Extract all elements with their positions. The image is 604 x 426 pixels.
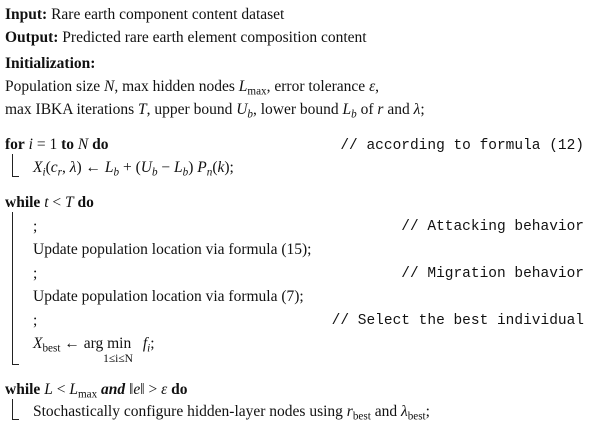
argmin-subscript: 1≤i≤N — [103, 353, 133, 365]
init-heading: Initialization: — [5, 55, 96, 72]
while1-block-bar — [12, 212, 13, 364]
for-comment: // according to formula (12) — [340, 138, 584, 154]
while2-body: Stochastically configure hidden-layer nodes using $r_{best}$ and $\lambda_{best}$; — [33, 403, 430, 423]
input-line — [5, 6, 284, 24]
init-line-2: max IBKA iterations T, upper bound $U_b$, lower bound $L_b$ of r and λ; — [5, 101, 425, 121]
while2-block-tick — [12, 419, 19, 420]
for-block-bar — [12, 154, 13, 176]
while1-update-2: Update population location via formula (7); — [33, 288, 304, 305]
while2-block-bar — [12, 399, 13, 419]
output-label: Output: — [5, 29, 59, 46]
comment-migration: // Migration behavior — [401, 266, 584, 282]
xbest-assignment: $X_{best}$ ← arg min 1≤i≤N $f_i$; — [33, 335, 155, 353]
output-text: Predicted rare earth element composition content — [62, 29, 367, 46]
input-label: Input: — [5, 6, 48, 23]
comment-attacking: // Attacking behavior — [401, 219, 584, 235]
while1-semi-3: ; — [33, 312, 38, 329]
output-line — [5, 29, 367, 47]
while1-semi-1: ; — [33, 218, 38, 235]
init-line-1: Population size N, max hidden nodes $L_{max}$, error tolerance ε, — [5, 78, 380, 98]
comment-select-best: // Select the best individual — [331, 313, 584, 329]
for-body: $X_i(c_r$, λ) ← $L_b + (U_b - L_b)$ $P_n(k)$; — [33, 159, 234, 179]
for-block-tick — [12, 176, 19, 177]
while1-block-tick — [12, 364, 19, 365]
input-text: Rare earth component content dataset — [51, 6, 285, 23]
while1-update-1: Update population location via formula (15); — [33, 241, 312, 258]
while1-header: while t < T do — [5, 194, 94, 211]
while2-header: while $L < L_{max}$ and ‖e‖ > ε do — [5, 381, 188, 401]
for-header: for i = 1 to N do — [5, 136, 109, 153]
while1-semi-2: ; — [33, 265, 38, 282]
